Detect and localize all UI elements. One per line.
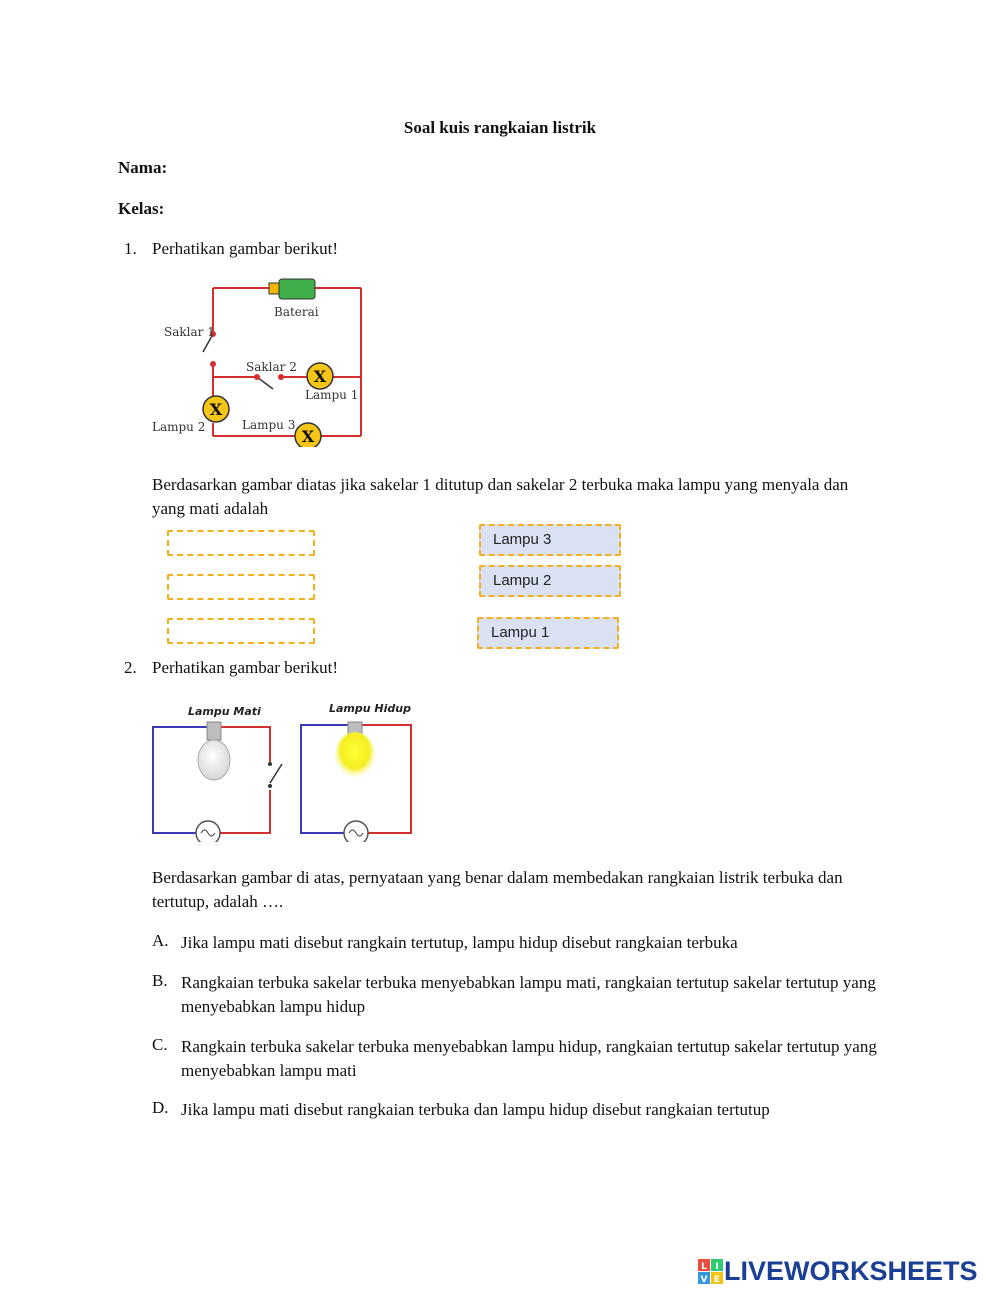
ac-source-icon <box>196 821 220 842</box>
bulb-on-icon <box>335 722 375 780</box>
logo-wordmark: LIVEWORKSHEETS <box>724 1256 978 1286</box>
option-a-letter: A. <box>152 931 169 950</box>
open-switch-icon <box>270 764 282 783</box>
answer-chip-lampu-2[interactable]: Lampu 2 <box>479 565 621 597</box>
answer-drop-zone-1[interactable] <box>167 530 315 556</box>
question-1-prompt: Berdasarkan gambar diatas jika sakelar 1 ditutup dan sakelar 2 terbuka maka lampu yang menyala dan yang mati adalah <box>152 475 849 518</box>
lamp-1-symbol: X <box>313 367 327 386</box>
option-d-text: Jika lampu mati disebut rangkaian terbuka dan lampu hidup disebut rangkaian tertutup <box>181 1100 770 1119</box>
lamp-1-icon <box>307 363 333 389</box>
option-d-letter: D. <box>152 1098 169 1117</box>
kelas-label: Kelas: <box>118 199 165 218</box>
question-1-text: Perhatikan gambar berikut! <box>152 239 338 258</box>
switch-2-icon <box>254 374 284 389</box>
option-c-letter: C. <box>152 1035 168 1054</box>
page-title: Soal kuis rangkaian listrik <box>403 118 597 137</box>
label-lampu-3: Lampu 3 <box>242 418 296 432</box>
svg-text:L: L <box>701 1261 707 1272</box>
closed-circuit <box>301 722 411 842</box>
answer-drop-zone-2[interactable] <box>167 574 315 600</box>
label-saklar-1: Saklar 1 <box>164 325 215 339</box>
question-2-text: Perhatikan gambar berikut! <box>152 658 338 677</box>
circuit-diagram-1 <box>145 272 385 447</box>
question-2-prompt: Berdasarkan gambar di atas, pernyataan yang benar dalam membedakan rangkaian listrik terbuka dan tertutup, adalah …. <box>152 868 843 911</box>
option-c-text: Rangkain terbuka sakelar terbuka menyebabkan lampu hidup, rangkaian tertutup sakelar tertutup yang menyebabkan lampu mati <box>181 1037 877 1080</box>
live-badge-icon <box>698 1259 724 1285</box>
label-lampu-1: Lampu 1 <box>305 388 359 402</box>
label-saklar-2: Saklar 2 <box>246 360 297 374</box>
label-lampu-mati: Lampu Mati <box>188 705 261 718</box>
open-circuit <box>153 722 282 842</box>
label-baterai: Baterai <box>274 305 319 319</box>
svg-text:E: E <box>713 1274 721 1285</box>
battery-icon <box>269 279 315 299</box>
svg-text:V: V <box>700 1274 708 1285</box>
lamp-3-icon <box>295 423 321 447</box>
nama-label: Nama: <box>118 158 168 177</box>
label-lampu-hidup: Lampu Hidup <box>329 702 411 715</box>
answer-chip-lampu-1[interactable]: Lampu 1 <box>477 617 619 649</box>
answer-drop-zone-3[interactable] <box>167 618 315 644</box>
ac-source-icon-2 <box>344 821 368 842</box>
svg-text:I: I <box>715 1261 719 1272</box>
lamp-3-symbol: X <box>301 427 315 446</box>
option-b-letter: B. <box>152 971 168 990</box>
lamp-2-symbol: X <box>209 400 223 419</box>
lamp-2-icon <box>203 396 229 422</box>
label-lampu-2: Lampu 2 <box>152 420 206 434</box>
liveworksheets-logo <box>698 1256 978 1287</box>
question-1-number: 1. <box>124 239 137 258</box>
question-2-number: 2. <box>124 658 137 677</box>
bulb-off-icon <box>198 722 230 780</box>
option-b-text: Rangkaian terbuka sakelar terbuka menyebabkan lampu mati, rangkaian tertutup sakelar tertutup yang menyebabkan lampu hidup <box>181 973 876 1016</box>
answer-chip-lampu-3[interactable]: Lampu 3 <box>479 524 621 556</box>
option-a-text: Jika lampu mati disebut rangkain tertutup, lampu hidup disebut rangkaian terbuka <box>181 933 738 952</box>
circuit-diagram-2 <box>148 692 418 842</box>
